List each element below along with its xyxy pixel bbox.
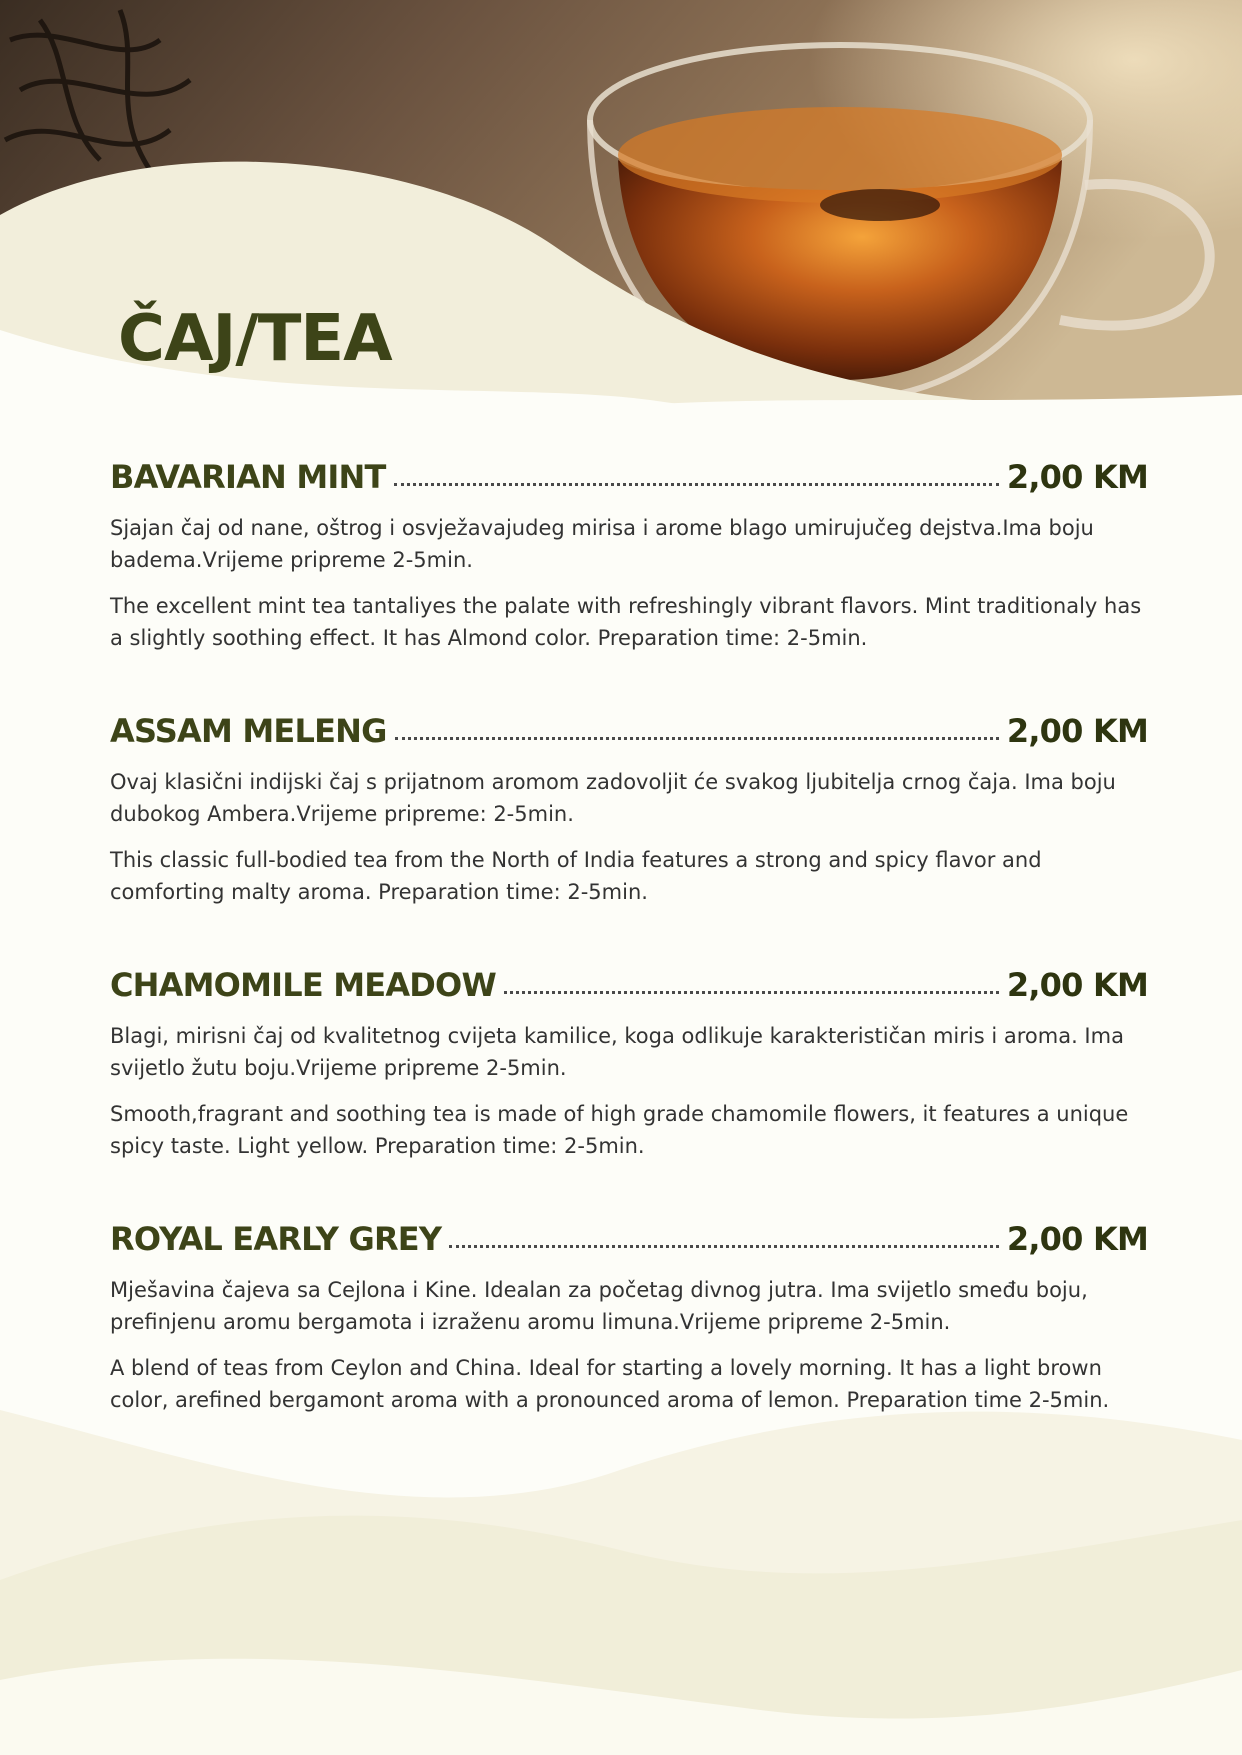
item-description-local: Sjajan čaj od nane, oštrog i osvježavajudeg mirisa i arome blago umirujučeg dejstva.Ima boju badema.Vrijeme pripreme 2-5min. — [110, 516, 1094, 572]
dotted-leader — [394, 483, 999, 486]
item-header — [110, 458, 1148, 502]
item-description-local: Ovaj klasični indijski čaj s prijatnom aromom zadovoljit će svakog ljubitelja crnog čaja. Ima boju dubokog Ambera.Vrijeme pripreme: 2-5min. — [110, 770, 1116, 826]
item-price: 2,00 KM — [1006, 458, 1148, 496]
dotted-leader — [504, 991, 999, 994]
item-description-english: The excellent mint tea tantaliyes the palate with refreshingly vibrant flavors. Mint traditionaly has a slightly soothing effect. It has Almond color. Preparation time: 2-5min. — [110, 594, 1142, 650]
page-title: ČAJ/TEA — [118, 302, 392, 376]
menu-item — [110, 712, 1148, 908]
item-price: 2,00 KM — [1006, 1220, 1148, 1258]
item-description-local: Blagi, mirisni čaj od kvalitetnog cvijeta kamilice, koga odlikuje karakterističan miris i aroma. Ima svijetlo žutu boju.Vrijeme pripreme 2-5min. — [110, 1024, 1124, 1080]
menu-item — [110, 966, 1148, 1162]
item-description-english: Smooth,fragrant and soothing tea is made of high grade chamomile flowers, it features a unique spicy taste. Light yellow. Preparation time: 2-5min. — [110, 1102, 1129, 1158]
item-description-local: Mješavina čajeva sa Cejlona i Kine. Idealan za početag divnog jutra. Ima svijetlo smeđu boju, prefinjenu aromu bergamota i izraženu aromu limuna.Vrijeme pripreme 2-5min. — [110, 1278, 1088, 1334]
item-price: 2,00 KM — [1006, 712, 1148, 750]
item-header — [110, 1220, 1148, 1264]
item-name: BAVARIAN MINT — [110, 458, 386, 496]
item-price: 2,00 KM — [1006, 966, 1148, 1004]
item-header — [110, 712, 1148, 756]
item-header — [110, 966, 1148, 1010]
item-description-english: This classic full-bodied tea from the North of India features a strong and spicy flavor and comforting malty aroma. Preparation time: 2-5min. — [110, 848, 1042, 904]
menu-item — [110, 458, 1148, 654]
decorative-wave — [0, 1380, 1242, 1755]
dotted-leader — [395, 737, 999, 740]
item-name: ROYAL EARLY GREY — [110, 1220, 442, 1258]
dotted-leader — [449, 1245, 999, 1248]
item-name: CHAMOMILE MEADOW — [110, 966, 496, 1004]
item-name: ASSAM MELENG — [110, 712, 387, 750]
item-description-english: A blend of teas from Ceylon and China. Ideal for starting a lovely morning. It has a light brown color, arefined bergamont aroma with a pronounced aroma of lemon. Preparation time 2-5min. — [110, 1356, 1110, 1412]
